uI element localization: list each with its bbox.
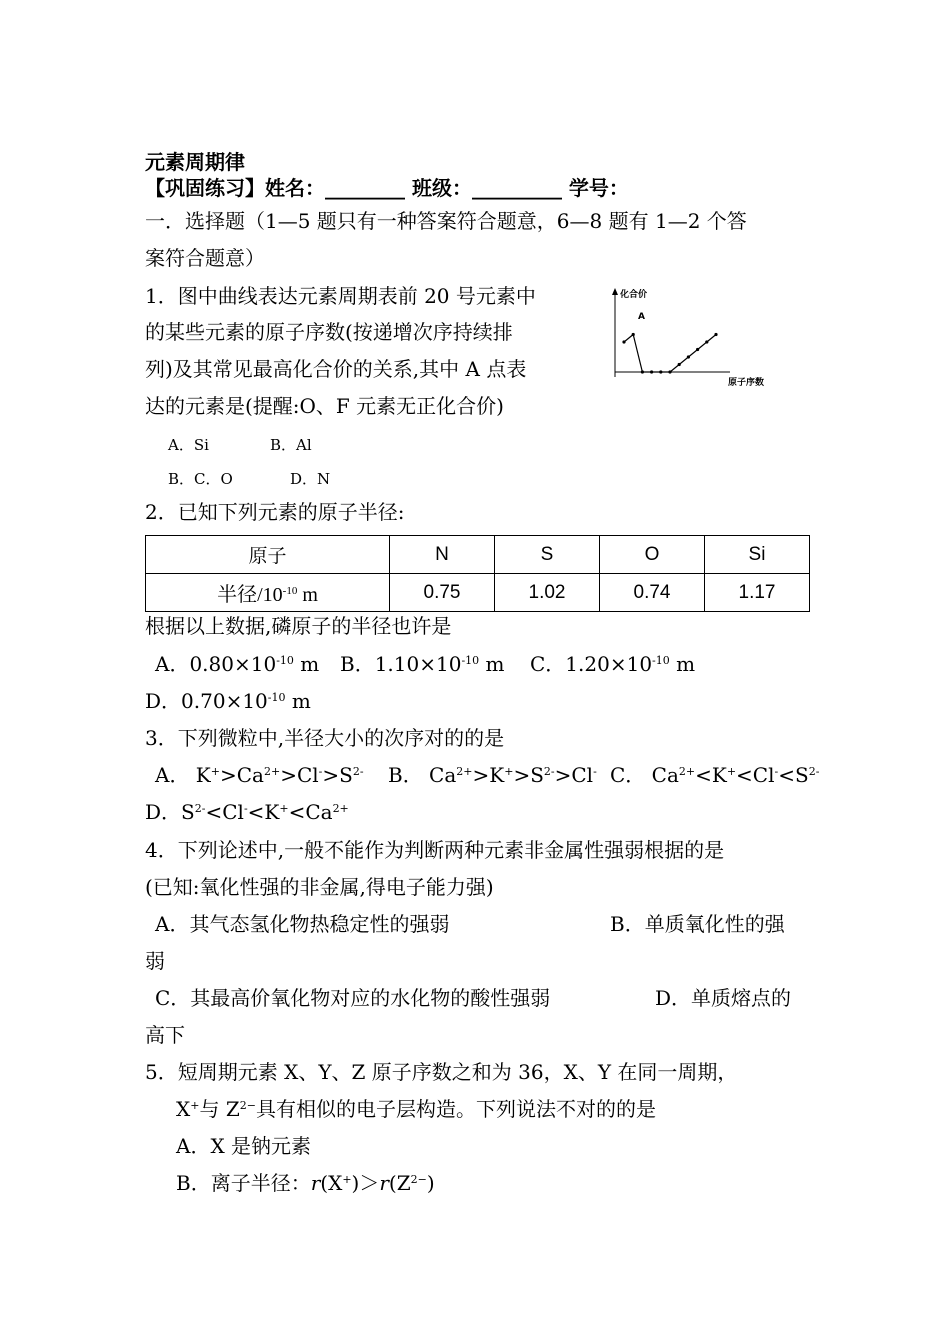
q5-line2: X+与 $Z^{2-}$具有相似的电子层构造。下列说法不对的的是	[176, 1097, 656, 1121]
q4-option-d-cont: 高下	[145, 1023, 185, 1047]
y-axis-label: 化合价	[620, 290, 648, 300]
y-axis-arrow	[612, 288, 618, 295]
q4-line2: (已知:氧化性强的非金属,得电子能力强)	[145, 875, 494, 899]
q5-option-b: B．离子半径：$r(X^+)>r(Z^{2-})$	[176, 1171, 435, 1195]
table-cell: 0.74	[600, 574, 705, 612]
q2-stem: 2．已知下列元素的原子半径:	[145, 500, 405, 524]
q4-line1: 4．下列论述中,一般不能作为判断两种元素非金属性强弱根据的是	[145, 838, 725, 862]
data-point	[668, 370, 671, 373]
table-header-cell: O	[600, 536, 705, 574]
q2-option-a: A．$0.80\times 10^{-10}$ m	[155, 652, 320, 676]
data-point	[632, 333, 635, 336]
table-header-label: 原子	[146, 536, 390, 574]
table-header-cell: Si	[705, 536, 810, 574]
q4-option-d: D．单质熔点的	[655, 986, 792, 1010]
q4-option-b-cont: 弱	[145, 949, 165, 973]
page-title: 元素周期律	[145, 150, 245, 174]
q2-after: 根据以上数据,磷原子的半径也许是	[145, 614, 452, 638]
q2-option-c: C．$1.20\times 10^{-10}$ m	[530, 652, 696, 676]
data-point	[622, 340, 625, 343]
q3-option-b: B． $Ca^{2+}>K^+>S^{2-}>Cl^-$	[388, 763, 597, 787]
section-instruction-line2: 案符合题意）	[145, 246, 265, 270]
q1-option-d: D．N	[290, 470, 331, 488]
q1-line4: 达的元素是(提醒:O、F 元素无正化合价)	[145, 394, 504, 418]
table-cell: 1.17	[705, 574, 810, 612]
q4-option-c: C．其最高价氧化物对应的水化物的酸性强弱	[155, 986, 551, 1010]
q5-line1: 5．短周期元素 X、Y、Z 原子序数之和为 36，X、Y 在同一周期，	[145, 1060, 738, 1084]
q1-line3: 列)及其常见最高化合价的关系,其中 A 点表	[145, 357, 527, 381]
q3-option-a: A． $K^+>Ca^{2+}>Cl^->S^{2-}$	[155, 763, 364, 787]
data-point	[705, 340, 708, 343]
valence-chart	[600, 285, 780, 390]
table-row	[146, 574, 810, 612]
table-header-cell: N	[390, 536, 495, 574]
q3-option-c: C． $Ca^{2+}<K^+<Cl^-<S^{2-}$	[610, 763, 820, 787]
radius-table	[145, 535, 810, 612]
q1-option-b: B．Al	[270, 436, 312, 454]
q5-option-a: A．X 是钠元素	[176, 1134, 312, 1158]
table-header-cell: S	[495, 536, 600, 574]
section-instruction-line1: 一．选择题（1—5 题只有一种答案符合题意，6—8 题有 1—2 个答	[145, 209, 747, 233]
data-point	[678, 363, 681, 366]
q1-line2: 的某些元素的原子序数(按递增次序持续排	[145, 320, 513, 344]
x-axis-label: 原子序数	[728, 378, 765, 388]
data-point	[659, 370, 662, 373]
data-point	[696, 348, 699, 351]
q2-option-d: D．$0.70\times 10^{-10}$ m	[145, 689, 311, 713]
data-point	[687, 355, 690, 358]
data-point	[641, 370, 644, 373]
q1-option-a: A．Si	[168, 436, 209, 454]
table-row	[146, 536, 810, 574]
data-point	[650, 370, 653, 373]
table-row-label: 半径$/10^{-10}$ m	[146, 574, 390, 612]
q1-line1: 1．图中曲线表达元素周期表前 20 号元素中	[145, 284, 536, 308]
q3-option-d: D．$S^{2-}<Cl^-<K^+<Ca^{2+}$	[145, 800, 349, 824]
q1-option-c: B．C．O	[168, 470, 233, 488]
table-cell: 0.75	[390, 574, 495, 612]
point-a-label: A	[638, 312, 645, 322]
series-line	[624, 335, 716, 373]
q4-option-a: A．其气态氢化物热稳定性的强弱	[155, 912, 450, 936]
student-info-line: 【巩固练习】姓名：________ 班级：_________ 学号：	[145, 176, 629, 200]
table-cell: 1.02	[495, 574, 600, 612]
q4-option-b: B．单质氧化性的强	[610, 912, 785, 936]
q3-stem: 3．下列微粒中,半径大小的次序对的的是	[145, 726, 505, 750]
q2-option-b: B．$1.10\times 10^{-10}$ m	[340, 652, 505, 676]
data-point	[714, 333, 717, 336]
